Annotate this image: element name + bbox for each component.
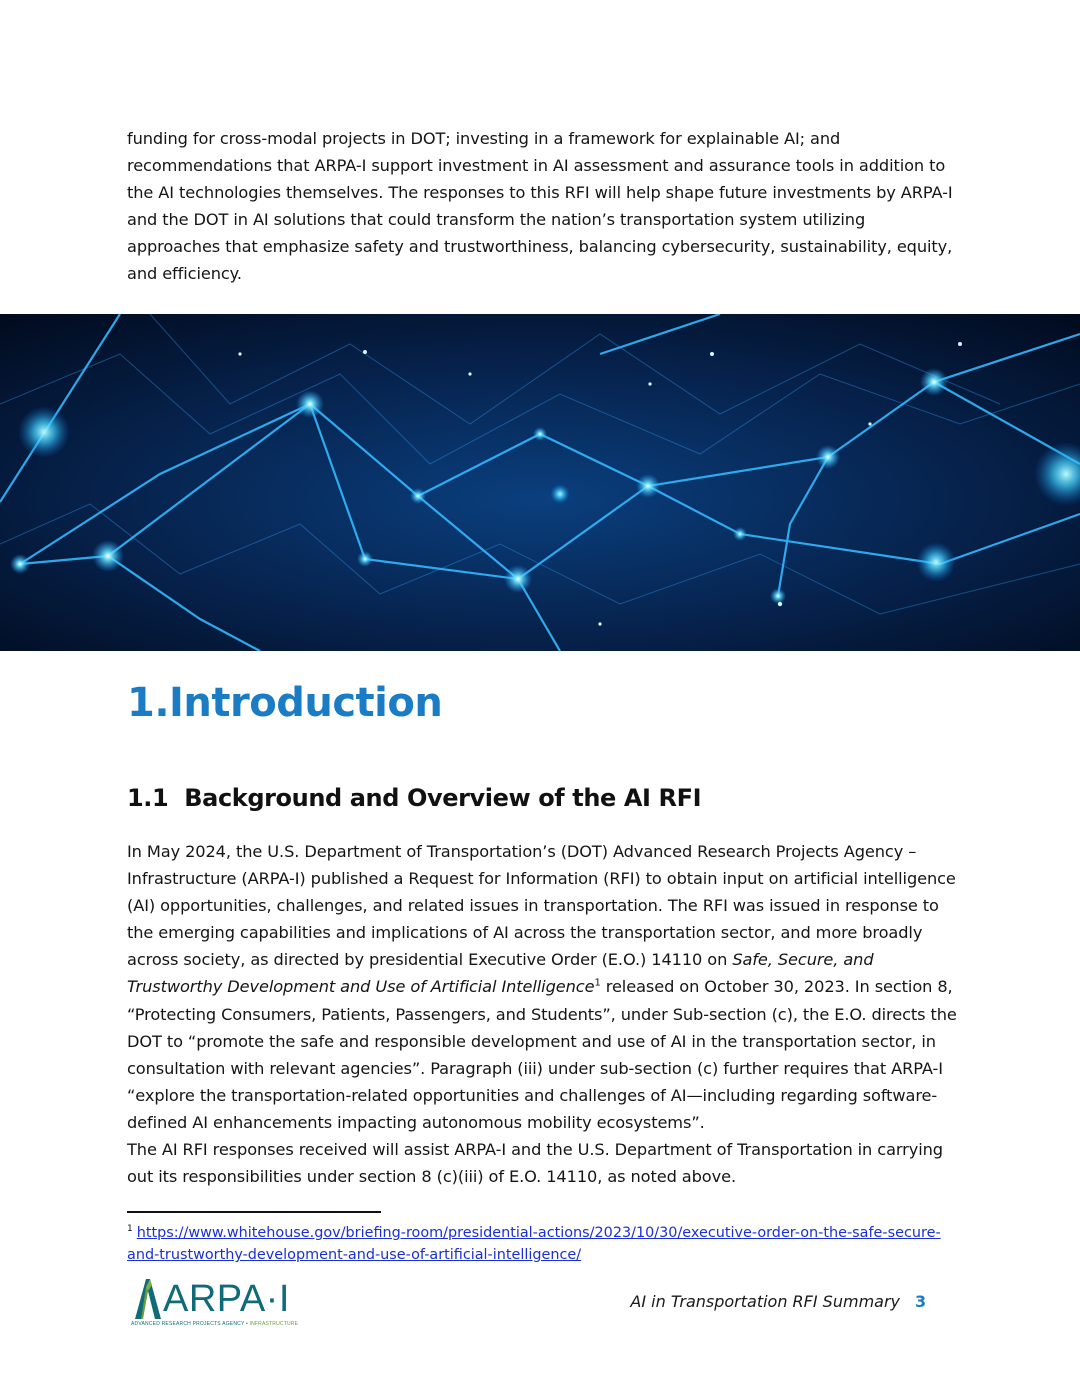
logo-subtitle (131, 1321, 298, 1327)
top-paragraph: funding for cross-modal projects in DOT; investing in a framework for explainable AI; and recommendations that ARPA-I support investment in AI assessment and assurance tools in addition to the AI technologies themselves. The responses to this RFI will help shape future investments by ARPA-I and the DOT in AI solutions that could transform the nation’s transportation system utilizing approaches that emphasize safety and trustworthiness, balancing cybersecurity, sustainability, equity, and efficiency. (127, 129, 953, 284)
arpa-i-logo-mark (131, 1279, 161, 1319)
section-title: Introduction (169, 680, 443, 726)
footnote-link[interactable]: https://www.whitehouse.gov/briefing-room/presidential-actions/2023/10/30/executive-order-on-the-safe-secure-and-trustworthy-development-and-use-of-artificial-intelligence/ (127, 1225, 941, 1263)
arpa-i-logo (131, 1278, 301, 1332)
page-number: 3 (915, 1292, 927, 1311)
subsection-heading (127, 784, 701, 812)
footnote-divider (127, 1211, 381, 1213)
footer-document-title: AI in Transportation RFI Summary (630, 1292, 900, 1311)
intro-paragraph-2: The AI RFI responses received will assist ARPA-I and the U.S. Department of Transportation in carrying out its responsibilities under section 8 (c)(iii) of E.O. 14110, as noted above. (127, 1140, 943, 1187)
intro-text-b: released on October 30, 2023. In section 8, “Protecting Consumers, Patients, Passengers, and Students”, under Sub-section (c), the E.O. directs the DOT to “promote the safe and responsible development and use of AI in the transportation sector, in consultation with relevant agencies”. Paragraph (iii) under sub-section (c) further requires that ARPA-I “explore the transportation-related opportunities and challenges of AI—including regarding software-defined AI enhancements impacting autonomous mobility ecosystems”. (127, 977, 957, 1132)
subsection-title: Background and Overview of the AI RFI (184, 784, 702, 812)
executive-order-title: Safe, Secure, and Trustworthy Development and Use of Artificial Intelligence (127, 950, 874, 997)
subsection-number: 1.1 (127, 784, 169, 812)
network-banner-image (0, 314, 1080, 651)
intro-paragraph-1 (127, 838, 957, 1136)
section-number: 1. (127, 680, 170, 726)
footnote (127, 1222, 947, 1266)
network-nodes-image (0, 314, 1080, 651)
intro-text-a: In May 2024, the U.S. Department of Transportation’s (DOT) Advanced Research Projects Agency – Infrastructure (ARPA-I) published a Request for Information (RFI) to obtain input on artificial intelligence (AI) opportunities, challenges, and related issues in transportation. The RFI was issued in response to the emerging capabilities and implications of AI across the transportation sector, and more broadly across society, as directed by presidential Executive Order (E.O.) 14110 on (127, 842, 956, 970)
intro-body (127, 838, 957, 1190)
logo-subtitle-agency: ADVANCED RESEARCH PROJECTS AGENCY • (131, 1321, 250, 1327)
footnote-number: 1 (127, 1224, 133, 1235)
section-heading (127, 680, 442, 726)
footnote-reference[interactable]: 1 (594, 978, 601, 990)
logo-subtitle-infrastructure: INFRASTRUCTURE (249, 1321, 299, 1327)
logo-wordmark: ARPA·I (163, 1278, 290, 1320)
